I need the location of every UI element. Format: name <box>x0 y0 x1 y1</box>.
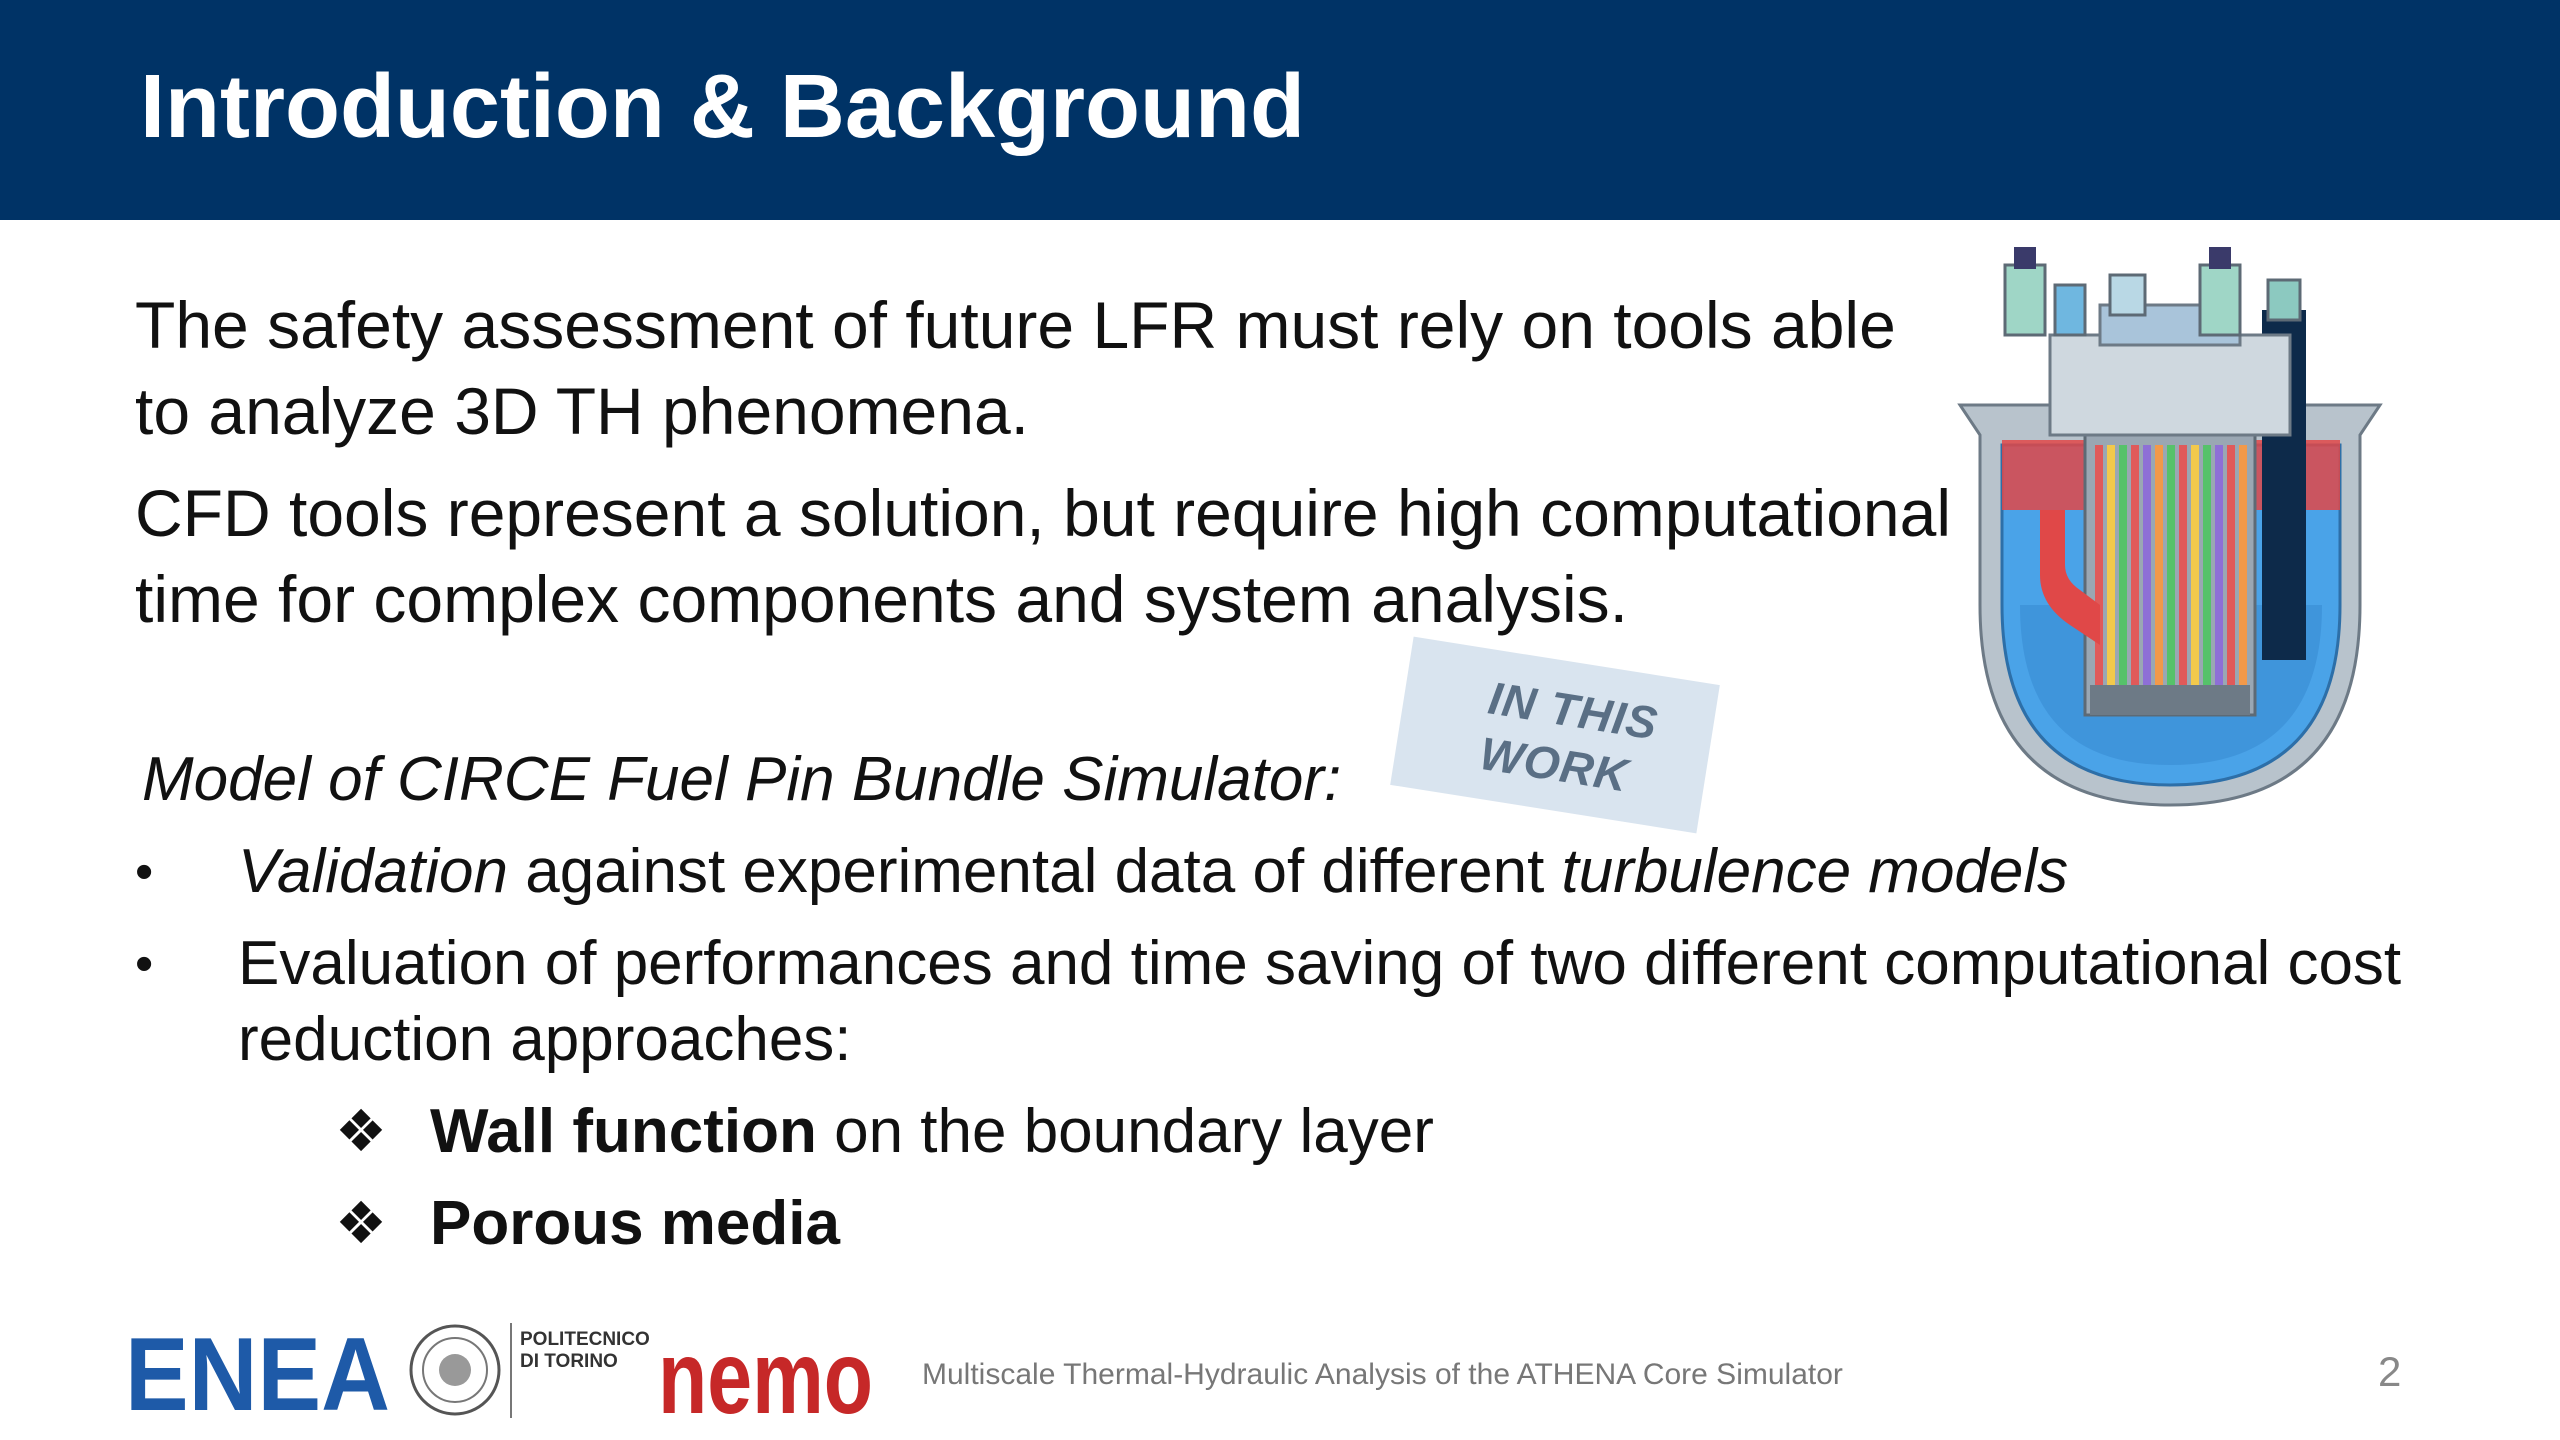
sub-bullet-text <box>430 1092 1434 1172</box>
sub-bullet-rest: on the boundary layer <box>816 1097 1434 1166</box>
paragraph-cfd-tools: CFD tools represent a solution, but require high computational time for complex components and system analysis. <box>135 476 1951 636</box>
bullet-emphasis-validation: Validation <box>238 837 509 906</box>
sub-bullet-text <box>430 1184 840 1264</box>
polito-name-line1: POLITECNICO <box>520 1329 650 1350</box>
sub-bullet-bold: Porous media <box>430 1189 840 1258</box>
bullet-text-middle: against experimental data of different <box>508 837 1562 906</box>
stamp-line-1: IN THIS <box>1485 671 1662 750</box>
model-heading: Model of CIRCE Fuel Pin Bundle Simulator: <box>142 745 1342 814</box>
bullet-dot-icon: • <box>135 935 154 993</box>
stamp-text <box>1476 670 1662 807</box>
bullet-dot-icon: • <box>135 843 154 901</box>
paragraph-safety-assessment: The safety assessment of future LFR must rely on tools able to analyze 3D TH phenomena. <box>135 288 1896 448</box>
polito-logo <box>411 1323 650 1418</box>
four-diamond-icon: ❖ <box>335 1099 387 1164</box>
footer-logos <box>125 1315 905 1436</box>
page-number: 2 <box>2378 1348 2402 1395</box>
sub-bullet-bold: Wall function <box>430 1097 817 1166</box>
footer-caption: Multiscale Thermal-Hydraulic Analysis of the ATHENA Core Simulator <box>922 1358 1843 1391</box>
polito-name-line2: DI TORINO <box>520 1351 618 1372</box>
bullet-emphasis-turbulence: turbulence models <box>1561 837 2069 906</box>
slide-title: Introduction & Background <box>140 57 1305 157</box>
nemo-logo-text: nemo <box>658 1320 873 1436</box>
enea-logo <box>125 1317 390 1433</box>
reactor-cutaway-illustration <box>1950 245 2390 820</box>
four-diamond-icon: ❖ <box>335 1191 387 1256</box>
title-bar <box>0 0 2560 220</box>
in-this-work-stamp <box>1390 637 1720 834</box>
bullet-text-evaluation: Evaluation of performances and time saving of two different computational cost reduction approaches: <box>238 929 2402 1074</box>
stamp-line-2: WORK <box>1476 726 1633 802</box>
nemo-logo <box>658 1320 873 1436</box>
enea-logo-text: ENEA <box>125 1317 390 1433</box>
bullet-text <box>238 834 2488 910</box>
